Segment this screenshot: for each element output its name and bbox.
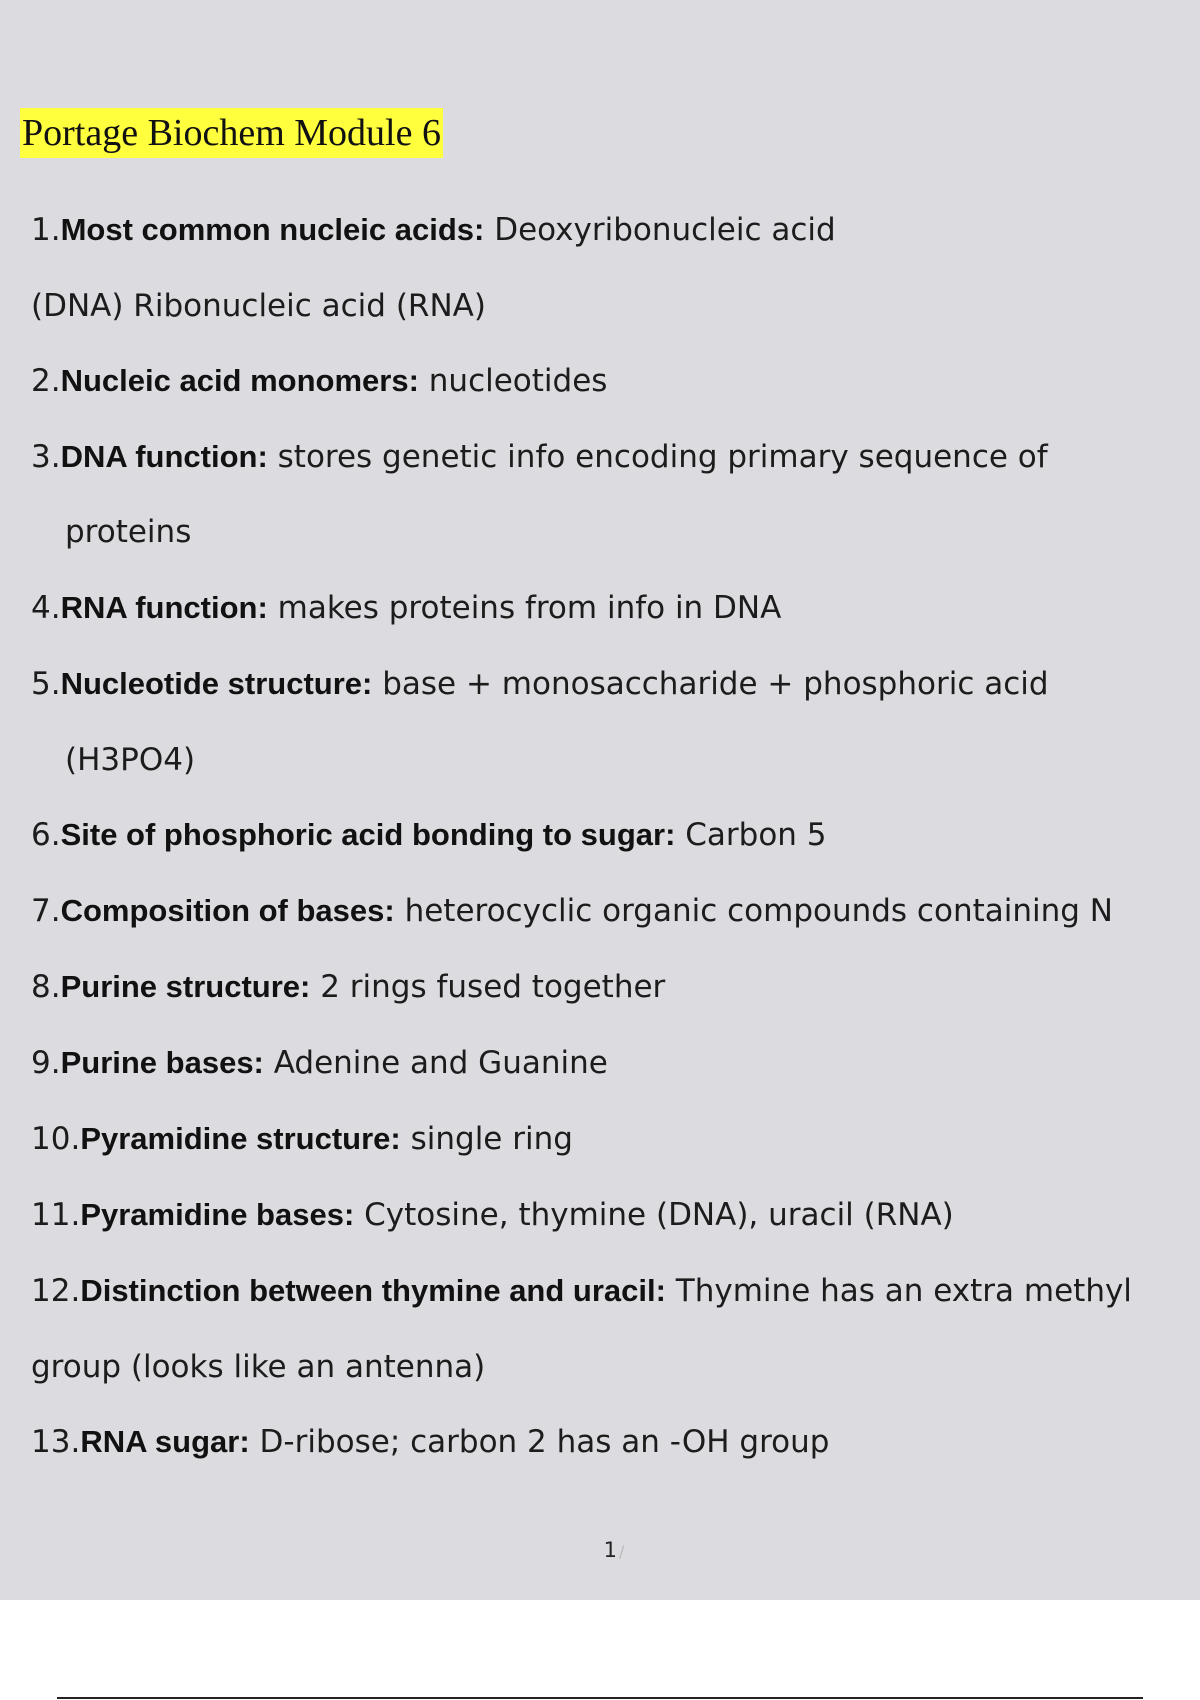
- item-term: Pyramidine bases:: [80, 1197, 355, 1232]
- item-definition: Cytosine, thymine (DNA), uracil (RNA): [354, 1197, 954, 1233]
- item-definition: makes proteins from info in DNA: [267, 590, 782, 626]
- item-number: 12.: [31, 1273, 81, 1309]
- list-item-12-continued: [31, 1347, 485, 1387]
- list-item-7: [31, 891, 1113, 931]
- item-definition: (DNA) Ribonucleic acid (RNA): [31, 288, 486, 324]
- item-term: RNA function:: [60, 590, 268, 625]
- item-term: Purine bases:: [60, 1045, 264, 1080]
- list-item-5-continued: [65, 740, 195, 780]
- list-item-13: [31, 1422, 829, 1462]
- item-number: 6.: [31, 817, 61, 853]
- item-number: 3.: [31, 439, 61, 475]
- item-number: 11.: [31, 1197, 81, 1233]
- item-definition: D-ribose; carbon 2 has an -OH group: [249, 1424, 830, 1460]
- page-number: [0, 1538, 1200, 1562]
- item-definition: Deoxyribonucleic acid: [484, 212, 836, 248]
- item-definition: (H3PO4): [65, 742, 196, 778]
- item-definition: heterocyclic organic compounds containing N: [394, 893, 1113, 929]
- list-item-12: [31, 1271, 1132, 1311]
- item-number: 9.: [31, 1045, 61, 1081]
- item-definition: proteins: [65, 514, 192, 550]
- item-number: 10.: [31, 1121, 81, 1157]
- item-number: 4.: [31, 590, 61, 626]
- item-definition: Carbon 5: [675, 817, 827, 853]
- item-definition: single ring: [400, 1121, 573, 1157]
- list-item-3: [31, 437, 1048, 477]
- item-number: 2.: [31, 363, 61, 399]
- item-number: 8.: [31, 969, 61, 1005]
- list-item-9: [31, 1043, 608, 1083]
- list-item-6: [31, 815, 827, 855]
- item-definition: base + monosaccharide + phosphoric acid: [372, 666, 1049, 702]
- item-definition: stores genetic info encoding primary sequence of: [267, 439, 1048, 475]
- list-item-2: [31, 361, 607, 401]
- item-term: Most common nucleic acids:: [60, 212, 485, 247]
- list-item-1: [31, 210, 836, 250]
- item-term: DNA function:: [60, 439, 268, 474]
- item-term: Purine structure:: [60, 969, 311, 1004]
- item-number: 7.: [31, 893, 61, 929]
- item-number: 5.: [31, 666, 61, 702]
- list-item-5: [31, 664, 1049, 704]
- list-item-3-continued: [65, 512, 191, 552]
- page-number-separator: /: [618, 1542, 625, 1561]
- item-number: 1.: [31, 212, 61, 248]
- list-item-8: [31, 967, 665, 1007]
- item-term: Composition of bases:: [60, 893, 395, 928]
- item-definition: 2 rings fused together: [310, 969, 666, 1005]
- item-term: Site of phosphoric acid bonding to sugar:: [60, 817, 676, 852]
- item-definition: Thymine has an extra methyl: [665, 1273, 1132, 1309]
- document-title: Portage Biochem Module 6: [20, 108, 443, 158]
- item-definition: group (looks like an antenna): [31, 1349, 486, 1385]
- next-page-rule: [57, 1697, 1143, 1699]
- item-definition: nucleotides: [418, 363, 608, 399]
- item-term: RNA sugar:: [80, 1424, 250, 1459]
- item-term: Nucleotide structure:: [60, 666, 373, 701]
- item-term: Distinction between thymine and uracil:: [80, 1273, 666, 1308]
- list-item-4: [31, 588, 781, 628]
- list-item-11: [31, 1195, 954, 1235]
- item-definition: Adenine and Guanine: [263, 1045, 608, 1081]
- item-number: 13.: [31, 1424, 81, 1460]
- item-term: Pyramidine structure:: [80, 1121, 401, 1156]
- list-item-1-continued: [31, 286, 486, 326]
- list-item-10: [31, 1119, 573, 1159]
- item-term: Nucleic acid monomers:: [60, 363, 419, 398]
- page-number-value: 1: [603, 1538, 617, 1562]
